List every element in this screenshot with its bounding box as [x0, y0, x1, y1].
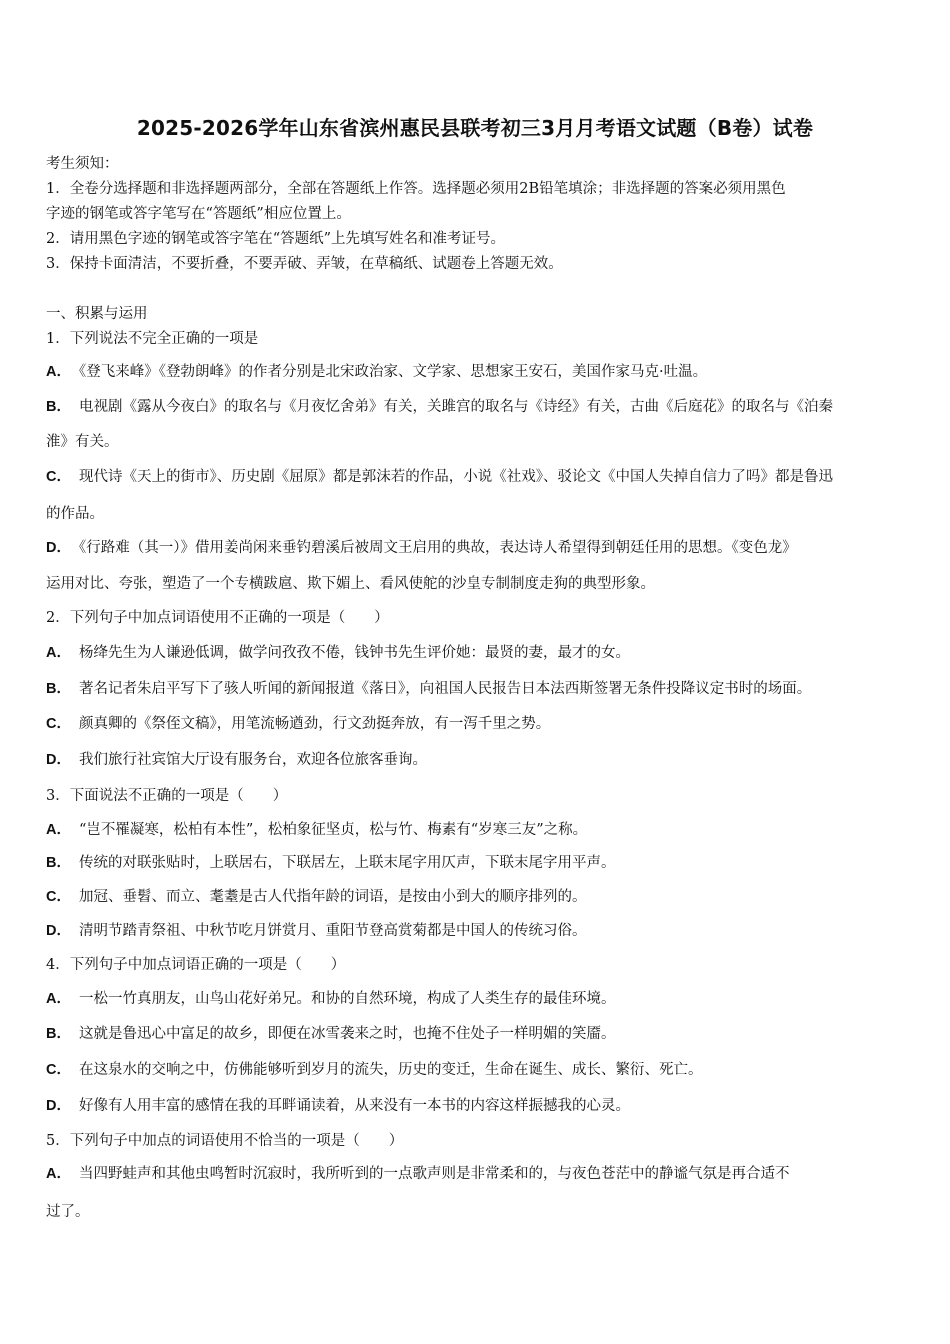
- option-text: 颜真卿的《祭侄文稿》，用笔流畅遒劲，行文劲挺奔放，有一泻千里之势。: [78, 716, 551, 732]
- notice-line: 3．保持卡面清洁，不要折叠，不要弄破、弄皱，在草稿纸、试题卷上答题无效。: [46, 256, 563, 272]
- option-text: 清明节踏青祭祖、中秋节吃月饼赏月、重阳节登高赏菊都是中国人的传统习俗。: [78, 923, 587, 939]
- option-line: [46, 536, 797, 557]
- option-label: B．: [46, 855, 71, 871]
- option-line: [46, 748, 427, 769]
- option-text: 当四野蛙声和其他虫鸣暂时沉寂时，我所听到的一点歌声则是非常柔和的，与夜色苍茫中的静谧气氛是再合适不: [78, 1166, 790, 1182]
- option-text: 传统的对联张贴时，上联居右，下联居左，上联末尾字用仄声，下联末尾字用平声。: [78, 855, 616, 871]
- option-line: [46, 360, 707, 381]
- option-text: 现代诗《天上的街市》、历史剧《屈原》都是郭沫若的作品，小说《社戏》、驳论文《中国人失掉自信力了吗》都是鲁迅: [78, 469, 833, 485]
- option-text: 《登飞来峰》《登勃朗峰》的作者分别是北宋政治家、文学家、思想家王安石，美国作家马克·吐温。: [78, 364, 708, 380]
- option-line: [46, 677, 811, 698]
- option-text: 杨绛先生为人谦逊低调，做学问孜孜不倦，钱钟书先生评价她：最贤的妻，最才的女。: [78, 645, 630, 661]
- option-text: 《行路难（其一）》借用姜尚闲来垂钓碧溪后被周文王启用的典故，表达诗人希望得到朝廷任用的思想。《变色龙》: [78, 540, 797, 556]
- notice-line: 字迹的钢笔或答字笔写在“答题纸”相应位置上。: [46, 206, 351, 222]
- option-line: [46, 395, 833, 416]
- section-heading: 一、积累与运用: [46, 306, 148, 322]
- option-line: [46, 818, 587, 839]
- notice-line: 1．全卷分选择题和非选择题两部分，全部在答题纸上作答。选择题必须用2B铅笔填涂；非选择题的答案必须用黑色: [46, 181, 786, 197]
- option-label: A．: [46, 991, 71, 1007]
- option-line: [46, 712, 550, 733]
- option-line: [46, 1058, 702, 1079]
- option-line: [46, 641, 630, 662]
- option-label: A．: [46, 364, 71, 380]
- question-stem: 2．下列句子中加点词语使用不正确的一项是（ ）: [46, 610, 389, 626]
- option-label: B．: [46, 1026, 71, 1042]
- option-label: D．: [46, 923, 71, 939]
- option-label: D．: [46, 1098, 71, 1114]
- option-label: D．: [46, 540, 71, 556]
- option-text: 我们旅行社宾馆大厅设有服务台，欢迎各位旅客垂询。: [78, 752, 427, 768]
- option-text-continued: 淮》有关。: [46, 434, 119, 450]
- option-label: D．: [46, 752, 71, 768]
- option-label: A．: [46, 822, 71, 838]
- option-line: [46, 1094, 630, 1115]
- option-label: C．: [46, 1062, 71, 1078]
- option-text: 著名记者朱启平写下了骇人听闻的新闻报道《落日》，向祖国人民报告日本法西斯签署无条件投降议定书时的场面。: [78, 681, 812, 697]
- option-line: [46, 465, 833, 486]
- question-stem: 1．下列说法不完全正确的一项是: [46, 331, 259, 347]
- question-stem: 3．下面说法不正确的一项是（ ）: [46, 788, 288, 804]
- notice-line: 2．请用黑色字迹的钢笔或答字笔在“答题纸”上先填写姓名和准考证号。: [46, 231, 506, 247]
- option-line: [46, 987, 615, 1008]
- option-label: B．: [46, 399, 71, 415]
- option-text-continued: 运用对比、夸张，塑造了一个专横跋扈、欺下媚上、看风使舵的沙皇专制制度走狗的典型形象。: [46, 576, 655, 592]
- option-label: C．: [46, 716, 71, 732]
- option-line: [46, 885, 586, 906]
- option-text: 电视剧《露从今夜白》的取名与《月夜忆舍弟》有关，关雎宫的取名与《诗经》有关，古曲《后庭花》的取名与《泊秦: [78, 399, 833, 415]
- option-text: 这就是鲁迅心中富足的故乡，即便在冰雪袭来之时，也掩不住处子一样明媚的笑靥。: [78, 1026, 616, 1042]
- option-label: A．: [46, 1166, 71, 1182]
- option-line: [46, 1022, 615, 1043]
- option-text-continued: 的作品。: [46, 506, 104, 522]
- option-label: C．: [46, 889, 71, 905]
- option-line: [46, 851, 615, 872]
- option-label: C．: [46, 469, 71, 485]
- question-stem: 4．下列句子中加点词语正确的一项是（ ）: [46, 957, 346, 973]
- page-title: 2025-2026学年山东省滨州惠民县联考初三3月月考语文试题（B卷）试卷: [136, 116, 814, 140]
- option-text-continued: 过了。: [46, 1204, 90, 1220]
- option-line: [46, 919, 586, 940]
- option-text: 在这泉水的交响之中，仿佛能够听到岁月的流失，历史的变迁，生命在诞生、成长、繁衍、死亡。: [78, 1062, 703, 1078]
- option-label: B．: [46, 681, 71, 697]
- option-text: “岂不罹凝寒，松柏有本性”，松柏象征坚贞，松与竹、梅素有“岁寒三友”之称。: [78, 822, 588, 838]
- option-text: 一松一竹真朋友，山鸟山花好弟兄。和协的自然环境，构成了人类生存的最佳环境。: [78, 991, 616, 1007]
- question-stem: 5．下列句子中加点的词语使用不恰当的一项是（ ）: [46, 1133, 404, 1149]
- option-line: [46, 1162, 789, 1183]
- option-text: 好像有人用丰富的感情在我的耳畔诵读着，从来没有一本书的内容这样振撼我的心灵。: [78, 1098, 630, 1114]
- notice-heading: 考生须知：: [46, 156, 119, 172]
- option-label: A．: [46, 645, 71, 661]
- option-text: 加冠、垂髫、而立、耄耋是古人代指年龄的词语，是按由小到大的顺序排列的。: [78, 889, 587, 905]
